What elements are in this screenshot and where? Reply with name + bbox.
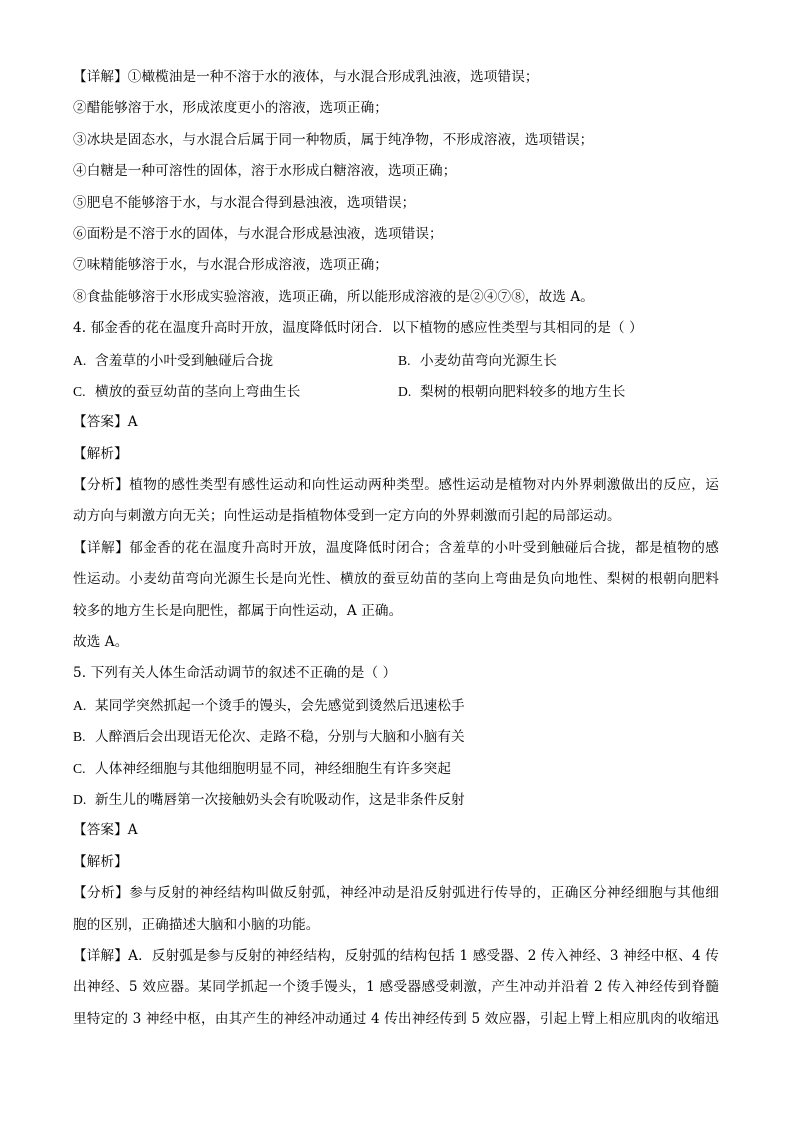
option-text: 新生儿的嘴唇第一次接触奶头会有吮吸动作，这是非条件反射 — [95, 791, 465, 808]
detail-line: ③冰块是固态水，与水混合后属于同一种物质，属于纯净物，不形成溶液，选项错误； — [73, 131, 594, 148]
option-d — [73, 784, 723, 815]
detail-line: 【详解】①橄榄油是一种不溶于水的液体，与水混合形成乳浊液，选项错误； — [73, 69, 539, 85]
option-b — [398, 345, 718, 376]
question-4-fenxi-line: 动方向与刺激方向无关；向性运动是指植物体受到一定方向的外界刺激而引起的局部运动。 — [73, 508, 621, 525]
option-b — [73, 721, 723, 752]
question-4-fenxi-line: 【分析】植物的感性类型有感性运动和向性运动两种类型。感性运动是植物对内外界刺激做出的反应，运 — [73, 477, 719, 494]
option-c — [73, 376, 398, 407]
question-4-options-row — [73, 345, 723, 376]
detail-line: ⑥面粉是不溶于水的固体，与水混合形成悬浊液，选项错误； — [73, 225, 443, 242]
option-text: 人醉酒后会出现语无伦次、走路不稳，分别与大脑和小脑有关 — [95, 729, 465, 746]
question-4-xiangjie-line: 性运动。小麦幼苗弯向光源生长是向光性、横放的蚕豆幼苗的茎向上弯曲是负向地性、梨树的根朝向肥料 — [73, 571, 719, 588]
document-body — [73, 62, 723, 1035]
question-4-xiangjie-line: 较多的地方生长是向肥性，都属于向性运动，A 正确。 — [73, 602, 403, 619]
detail-line: ②醋能够溶于水，形成浓度更小的溶液，选项正确； — [73, 100, 388, 117]
option-a — [73, 690, 723, 721]
question-5-xiangjie-line: 【详解】A．反射弧是参与反射的神经结构，反射弧的结构包括 1 感受器、2 传入神经、3 神经中枢、4 传 — [73, 947, 719, 964]
question-4-analysis-label: 【解析】 — [73, 445, 128, 462]
question-5-xiangjie-line: 出神经、5 效应器。某同学抓起一个烫手馒头，1 感受器感受刺激，产生冲动并沿着 2 传入神经传到脊髓 — [73, 979, 719, 996]
option-letter: D. — [398, 383, 412, 399]
question-5-xiangjie-line: 里特定的 3 神经中枢，由其产生的神经冲动通过 4 传出神经传到 5 效应器，引起上臂上相应肌肉的收缩迅 — [73, 1010, 719, 1027]
question-5-stem: 5. 下列有关人体生命活动调节的叙述不正确的是（ ） — [73, 665, 397, 682]
question-4-conclusion: 故选 A。 — [73, 634, 129, 651]
question-4-stem: 4. 郁金香的花在温度升高时开放，温度降低时闭合．以下植物的感应性类型与其相同的是（ ） — [73, 320, 643, 337]
option-letter: A. — [73, 697, 87, 713]
option-letter: C. — [73, 760, 86, 776]
option-c — [73, 753, 723, 784]
detail-line: ④白糖是一种可溶性的固体，溶于水形成白糖溶液，选项正确； — [73, 163, 457, 180]
option-letter: C. — [73, 383, 86, 399]
option-text: 某同学突然抓起一个烫手的馒头，会先感觉到烫然后迅速松手 — [95, 697, 465, 714]
option-text: 含羞草的小叶受到触碰后合拢 — [95, 352, 274, 369]
option-letter: B. — [73, 729, 86, 745]
question-4-xiangjie-line: 【详解】郁金香的花在温度升高时开放，温度降低时闭合；含羞草的小叶受到触碰后合拢，都是植物的感 — [73, 539, 719, 556]
option-text: 梨树的根朝向肥料较多的地方生长 — [420, 383, 626, 400]
option-letter: B. — [398, 352, 411, 368]
option-text: 小麦幼苗弯向光源生长 — [420, 352, 557, 369]
detail-line: ⑧食盐能够溶于水形成实验溶液，选项正确，所以能形成溶液的是②④⑦⑧，故选 A。 — [73, 288, 595, 305]
detail-line: ⑦味精能够溶于水，与水混合形成溶液，选项正确； — [73, 257, 388, 274]
question-5-analysis-label: 【解析】 — [73, 853, 128, 870]
question-5-fenxi-line: 【分析】参与反射的神经结构叫做反射弧，神经冲动是沿反射弧进行传导的，正确区分神经细胞与其他细 — [73, 885, 719, 902]
question-4-answer: 【答案】A — [73, 414, 138, 431]
option-text: 横放的蚕豆幼苗的茎向上弯曲生长 — [95, 383, 301, 400]
option-d — [398, 376, 718, 407]
option-letter: A. — [73, 352, 87, 368]
option-text: 人体神经细胞与其他细胞明显不同，神经细胞生有许多突起 — [95, 760, 452, 777]
option-letter: D. — [73, 791, 87, 807]
question-4-options-row — [73, 376, 723, 407]
option-a — [73, 345, 398, 376]
question-5-answer: 【答案】A — [73, 822, 138, 839]
question-5-fenxi-line: 胞的区别，正确描述大脑和小脑的功能。 — [73, 916, 320, 933]
detail-line: ⑤肥皂不能够溶于水，与水混合得到悬浊液，选项错误； — [73, 194, 416, 211]
